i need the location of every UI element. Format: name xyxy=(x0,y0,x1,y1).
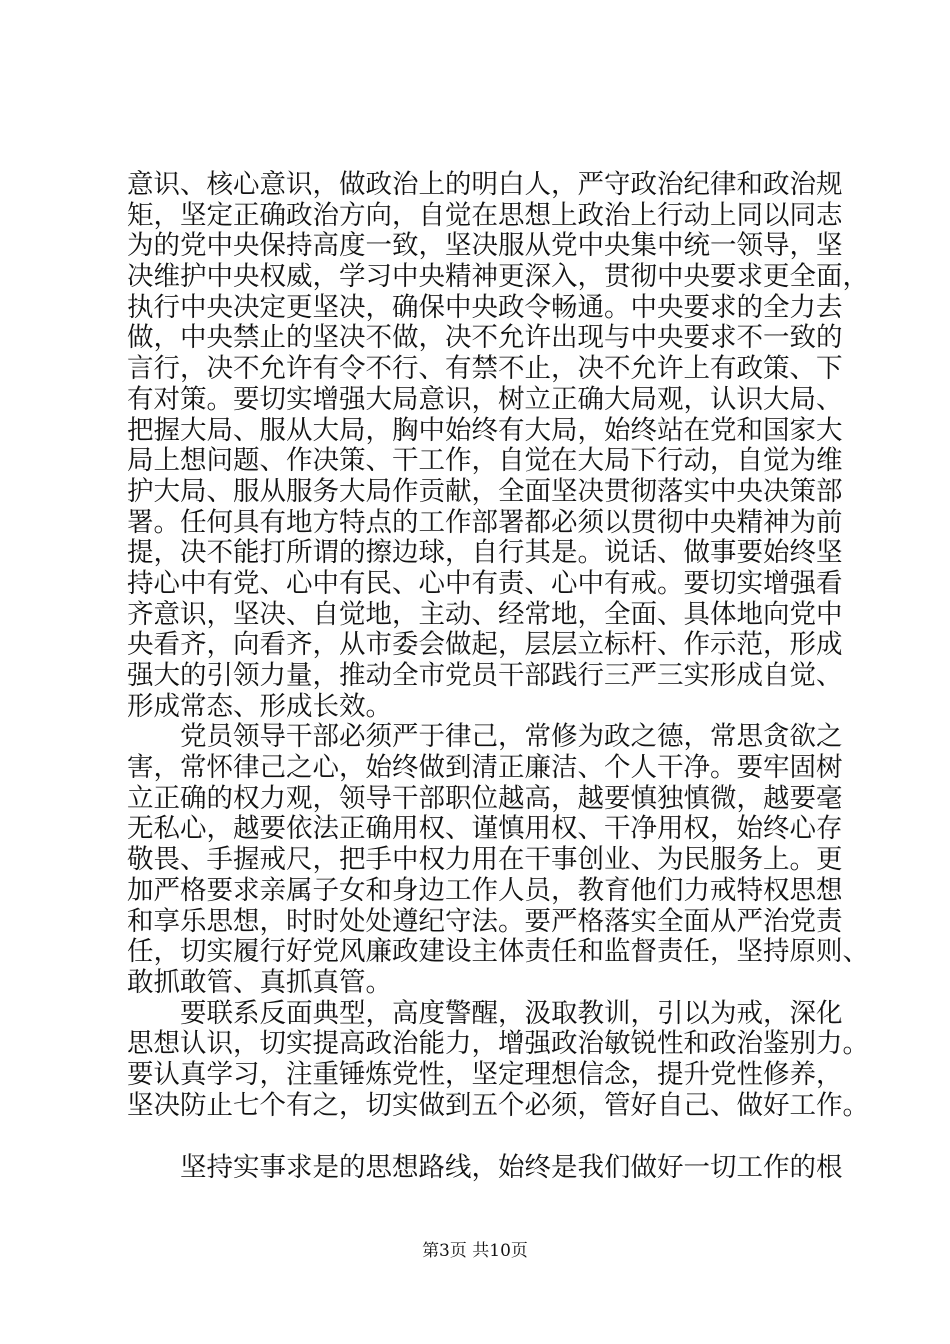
text-line: 做，中央禁止的坚决不做，决不允许出现与中央要求不一致的 xyxy=(127,322,843,354)
paragraph-warning-lessons xyxy=(127,997,869,1122)
page-number-footer: 第3页 共10页 xyxy=(422,1241,528,1261)
text-line: 和享乐思想，时时处处遵纪守法。要严格落实全面从严治党责 xyxy=(127,905,843,937)
text-line: 有对策。要切实增强大局意识，树立正确大局观，认识大局、 xyxy=(127,383,843,415)
text-line: 把握大局、服从大局，胸中始终有大局，始终站在党和国家大 xyxy=(127,414,843,446)
text-line: 决维护中央权威，学习中央精神更深入，贯彻中央要求更全面， xyxy=(127,261,869,293)
text-line: 言行，决不允许有令不行、有禁不止，决不允许上有政策、下 xyxy=(127,353,843,385)
text-line: 敢抓敢管、真抓真管。 xyxy=(127,966,392,998)
text-line: 持心中有党、心中有民、心中有责、心中有戒。要切实增强看 xyxy=(127,567,843,599)
text-line: 执行中央决定更坚决，确保中央政令畅通。中央要求的全力去 xyxy=(127,291,843,323)
text-line: 矩，坚定正确政治方向，自觉在思想上政治上行动上同以同志 xyxy=(127,199,843,231)
paragraph-self-discipline xyxy=(127,721,869,998)
text-line: 形成常态、形成长效。 xyxy=(127,690,392,722)
text-line: 强大的引领力量，推动全市党员干部践行三严三实形成自觉、 xyxy=(127,660,843,691)
text-line: 立正确的权力观，领导干部职位越高，越要慎独慎微，越要毫 xyxy=(127,782,843,814)
text-line: 坚决防止七个有之，切实做到五个必须，管好自己、做好工作。 xyxy=(127,1089,869,1121)
text-line: 任，切实履行好党风廉政建设主体责任和监督责任，坚持原则、 xyxy=(127,936,869,968)
text-line: 护大局、服从服务大局作贡献，全面坚决贯彻落实中央决策部 xyxy=(127,475,843,507)
document-body xyxy=(127,169,869,1184)
text-line: 署。任何具有地方特点的工作部署都必须以贯彻中央精神为前 xyxy=(127,506,843,538)
text-line: 思想认识，切实提高政治能力，增强政治敏锐性和政治鉴别力。 xyxy=(127,1028,869,1060)
text-line: 齐意识，坚决、自觉地，主动、经常地，全面、具体地向党中 xyxy=(127,598,843,630)
text-line: 无私心，越要依法正确用权、谨慎用权、干净用权，始终心存 xyxy=(127,813,843,845)
paragraph-truth-seeking xyxy=(127,1152,843,1184)
text-line: 提，决不能打所谓的擦边球，自行其是。说话、做事要始终坚 xyxy=(127,537,843,569)
text-line: 加严格要求亲属子女和身边工作人员，教育他们力戒特权思想 xyxy=(127,874,843,906)
text-line: 要认真学习，注重锤炼党性，坚定理想信念，提升党性修养， xyxy=(127,1058,843,1090)
text-line: 党员领导干部必须严于律己，常修为政之德，常思贪欲之 xyxy=(127,721,843,753)
text-line: 意识、核心意识，做政治上的明白人，严守政治纪律和政治规 xyxy=(127,169,843,200)
text-line: 害，常怀律己之心，始终做到清正廉洁、个人干净。要牢固树 xyxy=(127,752,843,784)
text-line: 为的党中央保持高度一致，坚决服从党中央集中统一领导，坚 xyxy=(127,230,843,262)
paragraph-spacer xyxy=(127,1121,827,1153)
text-line: 敬畏、手握戒尺，把手中权力用在干事创业、为民服务上。更 xyxy=(127,844,843,876)
text-line: 坚持实事求是的思想路线，始终是我们做好一切工作的根 xyxy=(127,1152,843,1184)
text-line: 央看齐，向看齐，从市委会做起，层层立标杆、作示范，形成 xyxy=(127,629,843,661)
text-line: 要联系反面典型，高度警醒，汲取教训，引以为戒，深化 xyxy=(127,997,843,1029)
paragraph-political-awareness xyxy=(127,169,869,722)
text-line: 局上想问题、作决策、干工作，自觉在大局下行动，自觉为维 xyxy=(127,445,843,477)
